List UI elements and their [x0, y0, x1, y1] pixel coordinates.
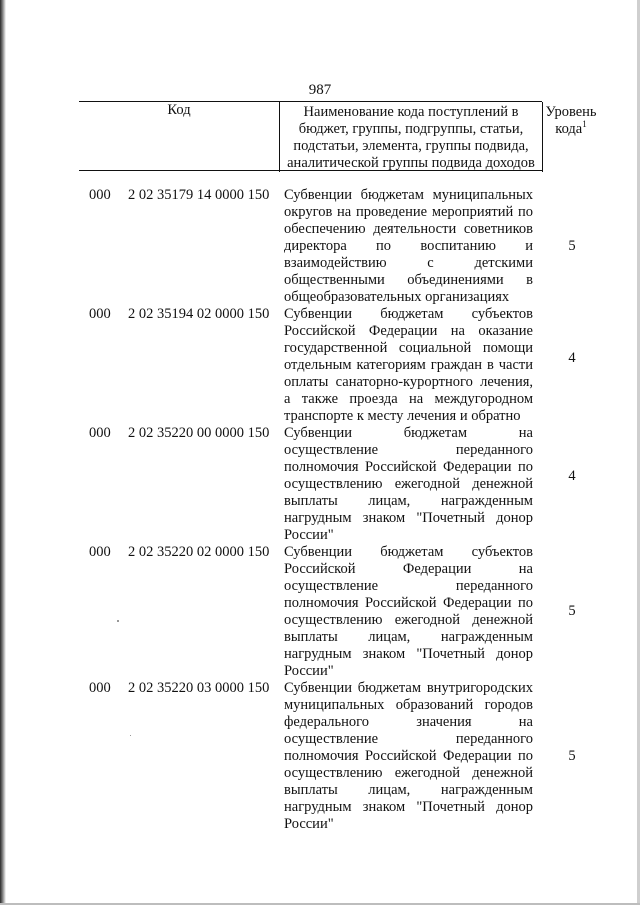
- revenue-code: 2 02 35220 00 0000 150: [128, 425, 270, 441]
- admin-code: 000: [89, 680, 111, 696]
- admin-code: 000: [89, 425, 111, 441]
- revenue-code: 2 02 35220 02 0000 150: [128, 544, 270, 560]
- row-description: Субвенции бюджетам субъектов Российской Федерации на осуществление переданного полномочия Российской Федерации по осуществлению ежегодной денежной выплаты лицам, награжденным нагрудным знаком "Почетный донор России": [284, 544, 533, 679]
- page-number: 987: [308, 82, 332, 98]
- admin-code: 000: [89, 187, 111, 203]
- table-row: [0, 544, 640, 680]
- revenue-code: 2 02 35220 03 0000 150: [128, 680, 270, 696]
- admin-code: 000: [89, 544, 111, 560]
- header-level-line1: Уровень: [545, 104, 597, 120]
- scan-speck: [130, 735, 131, 736]
- row-description: Субвенции бюджетам субъектов Российской Федерации на оказание государственной социальной помощи отдельным категориям граждан в части оплаты санаторно-курортного лечения, а также проезда на междугородном транспорте к месту лечения и обратно: [284, 306, 533, 424]
- header-level-line2: [541, 121, 601, 138]
- row-level: 4: [568, 468, 576, 484]
- table-row: [0, 680, 640, 833]
- admin-code: 000: [89, 306, 111, 322]
- header-level-word: кода: [555, 121, 583, 137]
- header-code-label: Код: [167, 102, 191, 118]
- row-level: 5: [568, 748, 576, 764]
- row-description: Субвенции бюджетам внутригородских муниципальных образований городов федерального значения на осуществление переданного полномочия Российской Федерации по осуществлению ежегодной денежной выплаты лицам, награжденным нагрудным знаком "Почетный донор России": [284, 680, 533, 832]
- header-level-cell: [541, 102, 601, 172]
- header-name-cell: [279, 102, 543, 172]
- table-row: [0, 425, 640, 544]
- row-level: 5: [568, 238, 576, 254]
- revenue-code: 2 02 35194 02 0000 150: [128, 306, 270, 322]
- row-level: 4: [568, 350, 576, 366]
- scan-speck: [117, 620, 119, 622]
- table-row: [0, 187, 640, 306]
- table-header: [79, 101, 597, 171]
- header-level-footnote: 1: [582, 119, 587, 130]
- header-code-cell: [79, 102, 279, 170]
- header-name-line: Наименование кода поступлений в: [303, 104, 519, 120]
- table-body: [0, 187, 640, 833]
- table-row: [0, 306, 640, 425]
- header-name-line: бюджет, группы, подгруппы, статьи,: [298, 121, 524, 137]
- header-name-line: аналитической группы подвида доходов: [287, 155, 535, 171]
- row-level: 5: [568, 603, 576, 619]
- header-name-line: подстатьи, элемента, группы подвида,: [293, 138, 529, 154]
- row-description: Субвенции бюджетам муниципальных округов на проведение мероприятий по обеспечению деятельности советников директора по воспитанию и взаимодействию с детскими общественными объединениями в общеобразовательных организациях: [284, 187, 533, 305]
- revenue-code: 2 02 35179 14 0000 150: [128, 187, 270, 203]
- row-description: Субвенции бюджетам на осуществление переданного полномочия Российской Федерации по осуществлению ежегодной денежной выплаты лицам, награжденным нагрудным знаком "Почетный донор России": [284, 425, 533, 543]
